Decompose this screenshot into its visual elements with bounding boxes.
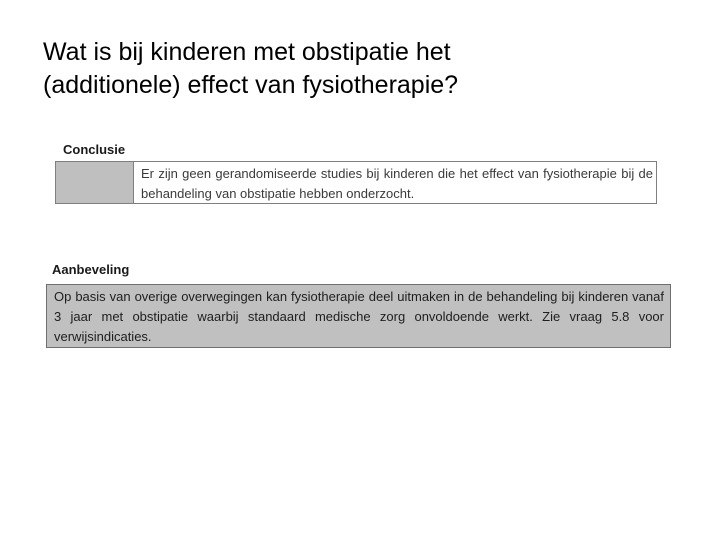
conclusie-text: Er zijn geen gerandomiseerde studies bij kinderen die het effect van fysiotherapie bij de behandeling van obstipatie hebben onderzocht.	[141, 166, 653, 201]
slide-title-line-2: (additionele) effect van fysiotherapie?	[43, 71, 459, 99]
conclusie-heading: Conclusie	[63, 142, 126, 157]
aanbeveling-box: Op basis van overige overwegingen kan fysiotherapie deel uitmaken in de behandeling bij kinderen vanaf 3 jaar met obstipatie waarbij standaard medische zorg onvoldoende werkt. Zie vraag 5.8 voor verwijsindicaties.	[46, 284, 671, 348]
conclusie-table	[55, 161, 657, 204]
conclusie-level-cell	[56, 162, 134, 203]
slide-title	[43, 36, 683, 102]
aanbeveling-heading: Aanbeveling	[52, 262, 130, 277]
slide-title-line-1: Wat is bij kinderen met obstipatie het	[43, 38, 451, 66]
